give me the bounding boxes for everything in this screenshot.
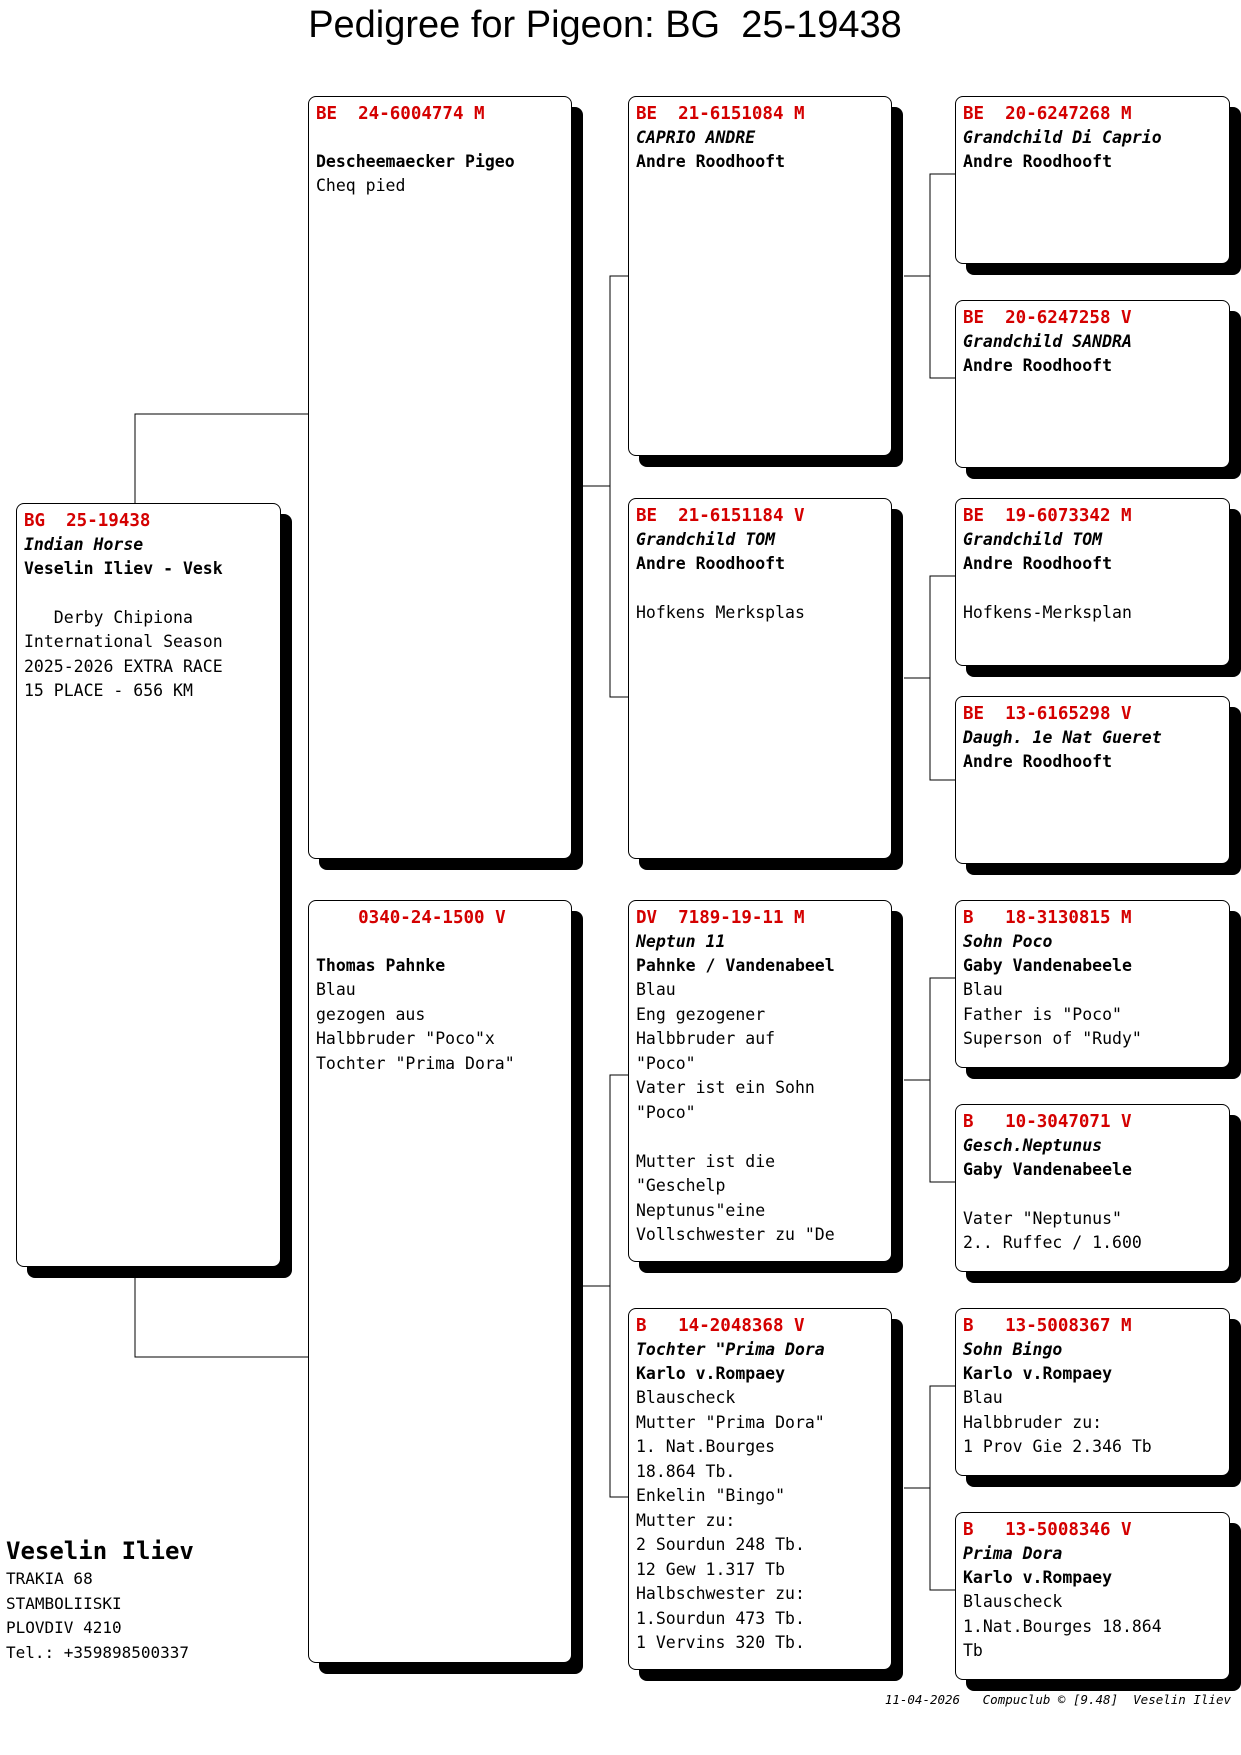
ring-number: B 14-2048368 V bbox=[636, 1316, 805, 1336]
ring-number: BE 20-6247268 M bbox=[963, 104, 1132, 124]
pigeon-info: Blau Eng gezogener Halbbruder auf "Poco" Vater ist ein Sohn "Poco" Mutter ist die "Geschelp Neptunus"eine Vollschwester zu "De bbox=[636, 980, 835, 1244]
pigeon-name: Neptun 11 bbox=[636, 932, 726, 951]
pigeon-info: Blauscheck 1.Nat.Bourges 18.864 Tb bbox=[963, 1592, 1162, 1660]
dam-dam-sire-card[interactable] bbox=[955, 1308, 1230, 1476]
ring-number: BE 13-6165298 V bbox=[963, 704, 1132, 724]
pigeon-info: Blau Father is "Poco" Superson of "Rudy" bbox=[963, 980, 1142, 1048]
pigeon-info: Blau Halbbruder zu: 1 Prov Gie 2.346 Tb bbox=[963, 1388, 1152, 1456]
breeder-name: Descheemaecker Pigeo bbox=[316, 152, 515, 171]
pigeon-name: Prima Dora bbox=[963, 1544, 1063, 1563]
ring-number: DV 7189-19-11 M bbox=[636, 908, 805, 928]
breeder-name: Andre Roodhooft bbox=[963, 554, 1113, 573]
pigeon-info: Derby Chipiona International Season 2025-2026 EXTRA RACE 15 PLACE - 656 KM bbox=[24, 607, 223, 700]
ring-number: 0340-24-1500 V bbox=[316, 908, 506, 928]
pigeon-name: Gesch.Neptunus bbox=[963, 1136, 1103, 1155]
owner-address-line: PLOVDIV 4210 bbox=[6, 1618, 122, 1637]
pigeon-name: Indian Horse bbox=[24, 535, 144, 554]
pigeon-name: Grandchild SANDRA bbox=[963, 332, 1132, 351]
ring-number: BE 20-6247258 V bbox=[963, 308, 1132, 328]
pigeon-name bbox=[316, 126, 564, 150]
breeder-name: Gaby Vandenabeele bbox=[963, 956, 1132, 975]
breeder-name: Andre Roodhooft bbox=[636, 554, 786, 573]
dam-dam-dam-card[interactable] bbox=[955, 1512, 1230, 1680]
pigeon-name: Grandchild TOM bbox=[963, 530, 1103, 549]
owner-address-line: STAMBOLIISKI bbox=[6, 1593, 122, 1613]
dam-dam-card[interactable] bbox=[628, 1308, 892, 1670]
sire-sire-sire-card[interactable] bbox=[955, 96, 1230, 264]
pigeon-name: Daugh. 1e Nat Gueret bbox=[963, 728, 1162, 747]
sire-dam-sire-card[interactable] bbox=[955, 498, 1230, 666]
page-title: Pedigree for Pigeon: BG 25-19438 bbox=[308, 4, 902, 46]
owner-name: Veselin Iliev bbox=[6, 1537, 194, 1565]
dam-sire-card[interactable] bbox=[628, 900, 892, 1262]
dam-sire-dam-card[interactable] bbox=[955, 1104, 1230, 1272]
pigeon-name: Grandchild TOM bbox=[636, 530, 776, 549]
pigeon-name: Tochter "Prima Dora bbox=[636, 1340, 825, 1359]
pigeon-info: Blauscheck Mutter "Prima Dora" 1. Nat.Bourges 18.864 Tb. Enkelin "Bingo" Mutter zu: 2 Sourdun 248 Tb. 12 Gew 1.317 Tb Halbschwester zu: 1.Sourdun 473 Tb. 1 Vervins 320 Tb. bbox=[636, 1388, 825, 1652]
ring-number: B 13-5008367 M bbox=[963, 1316, 1132, 1336]
breeder-name: Andre Roodhooft bbox=[636, 152, 786, 171]
ring-number: BG 25-19438 bbox=[24, 511, 151, 531]
breeder-name: Gaby Vandenabeele bbox=[963, 1160, 1132, 1179]
breeder-name: Andre Roodhooft bbox=[963, 752, 1113, 771]
ring-number: BE 24-6004774 M bbox=[316, 104, 485, 124]
ring-number: B 18-3130815 M bbox=[963, 908, 1132, 928]
ring-number: BE 19-6073342 M bbox=[963, 506, 1132, 526]
pigeon-info: Blau gezogen aus Halbbruder "Poco"x Tochter "Prima Dora" bbox=[316, 980, 515, 1073]
ring-number: B 10-3047071 V bbox=[963, 1112, 1132, 1132]
footer-credits: 11-04-2026 Compuclub © [9.48] Veselin Iliev bbox=[884, 1692, 1231, 1707]
pigeon-name: Grandchild Di Caprio bbox=[963, 128, 1162, 147]
breeder-name: Pahnke / Vandenabeel bbox=[636, 956, 835, 975]
ring-number: B 13-5008346 V bbox=[963, 1520, 1132, 1540]
breeder-name: Karlo v.Rompaey bbox=[963, 1568, 1113, 1587]
sire-dam-card[interactable] bbox=[628, 498, 892, 859]
dam-card[interactable] bbox=[308, 900, 572, 1663]
sire-card[interactable] bbox=[308, 96, 572, 859]
breeder-name: Andre Roodhooft bbox=[963, 152, 1113, 171]
pigeon-name: CAPRIO ANDRE bbox=[636, 128, 756, 147]
pigeon-info: Hofkens Merksplas bbox=[636, 602, 805, 622]
pigeon-info: Hofkens-Merksplan bbox=[963, 602, 1132, 622]
pigeon-name: Sohn Poco bbox=[963, 932, 1053, 951]
breeder-name: Thomas Pahnke bbox=[316, 956, 446, 975]
sire-sire-card[interactable] bbox=[628, 96, 892, 456]
ring-number: BE 21-6151084 M bbox=[636, 104, 805, 124]
breeder-name: Andre Roodhooft bbox=[963, 356, 1113, 375]
owner-phone: Tel.: +359898500337 bbox=[6, 1642, 190, 1662]
pigeon-name: Sohn Bingo bbox=[963, 1340, 1063, 1359]
sire-dam-dam-card[interactable] bbox=[955, 696, 1230, 864]
pigeon-info: Cheq pied bbox=[316, 176, 406, 195]
breeder-name: Veselin Iliev - Vesk bbox=[24, 559, 223, 578]
owner-address-line: TRAKIA 68 bbox=[6, 1569, 93, 1588]
breeder-name: Karlo v.Rompaey bbox=[963, 1364, 1113, 1383]
owner-info bbox=[6, 1535, 194, 1665]
ring-number: BE 21-6151184 V bbox=[636, 506, 805, 526]
main-pigeon-card[interactable] bbox=[16, 503, 281, 1267]
pigeon-info: Vater "Neptunus" 2.. Ruffec / 1.600 bbox=[963, 1208, 1142, 1252]
dam-sire-sire-card[interactable] bbox=[955, 900, 1230, 1068]
pigeon-name bbox=[316, 930, 564, 954]
sire-sire-dam-card[interactable] bbox=[955, 300, 1230, 468]
breeder-name: Karlo v.Rompaey bbox=[636, 1364, 786, 1383]
